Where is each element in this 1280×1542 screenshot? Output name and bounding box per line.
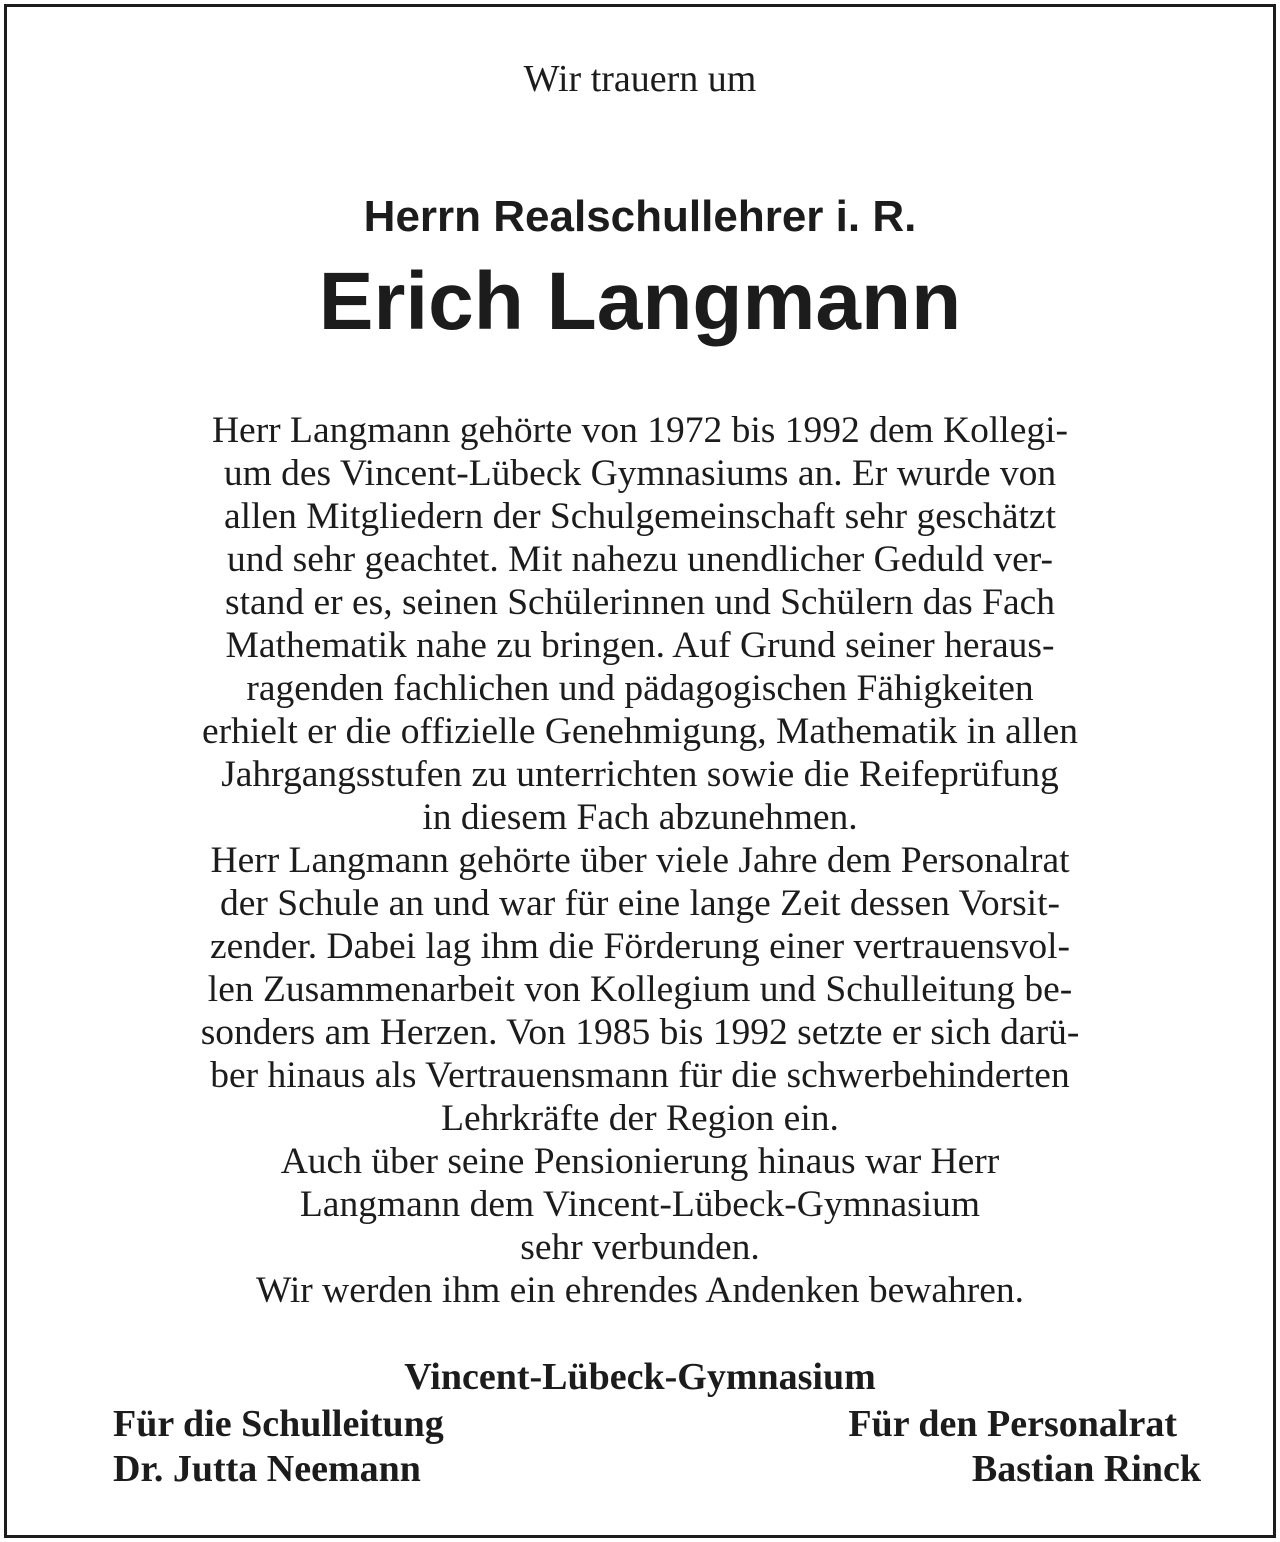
tribute-line: Jahrgangsstufen zu unterrichten sowie die Reifeprüfung <box>221 754 1059 795</box>
deceased-name: Erich Langmann <box>318 256 962 347</box>
tribute-text <box>57 409 1223 1312</box>
tribute-line: sonders am Herzen. Von 1985 bis 1992 setzte er sich darü- <box>200 1012 1080 1053</box>
honorific-title: Herrn Realschullehrer i. R. <box>363 192 917 241</box>
signature-role-right: Für den Personalrat <box>848 1403 1177 1445</box>
tribute-line: zender. Dabei lag ihm die Förderung einer vertrauensvol- <box>209 926 1071 967</box>
tribute-line: Herr Langmann gehörte von 1972 bis 1992 dem Kollegi- <box>211 410 1069 451</box>
tribute-line: ber hinaus als Vertrauensmann für die schwerbehinderten <box>210 1055 1070 1096</box>
signature-role-left: Für die Schulleitung <box>113 1403 444 1445</box>
tribute-line: erhielt er die offizielle Genehmigung, Mathematik in allen <box>201 711 1079 752</box>
tribute-line: stand er es, seinen Schülerinnen und Schülern das Fach <box>225 582 1055 623</box>
tribute-line: sehr verbunden. <box>520 1227 760 1268</box>
signature-name-right: Bastian Rinck <box>971 1448 1201 1490</box>
tribute-line: len Zusammenarbeit von Kollegium und Schulleitung be- <box>207 969 1073 1010</box>
tribute-line: allen Mitgliedern der Schulgemeinschaft sehr geschätzt <box>224 496 1056 537</box>
tribute-line: Herr Langmann gehörte über viele Jahre dem Personalrat <box>210 840 1070 881</box>
signature-name-left: Dr. Jutta Neemann <box>113 1448 421 1490</box>
tribute-line: um des Vincent-Lübeck Gymnasiums an. Er wurde von <box>223 453 1057 494</box>
tribute-line: ragenden fachlichen und pädagogischen Fähigkeiten <box>246 668 1034 709</box>
tribute-line: Auch über seine Pensionierung hinaus war Herr <box>280 1141 1000 1182</box>
tribute-line: Wir werden ihm ein ehrendes Andenken bewahren. <box>256 1270 1024 1311</box>
tribute-line: und sehr geachtet. Mit nahezu unendlicher Geduld ver- <box>226 539 1054 580</box>
tribute-line: in diesem Fach abzunehmen. <box>422 797 858 838</box>
tribute-line: Langmann dem Vincent-Lübeck-Gymnasium <box>299 1184 981 1225</box>
intro-line: Wir trauern um <box>523 58 757 100</box>
tribute-line: Mathematik nahe zu bringen. Auf Grund seiner heraus- <box>225 625 1055 666</box>
obituary-notice <box>4 4 1276 1538</box>
institution-name: Vincent-Lübeck-Gymnasium <box>404 1356 876 1398</box>
tribute-line: Lehrkräfte der Region ein. <box>441 1098 839 1139</box>
tribute-line: der Schule an und war für eine lange Zeit dessen Vorsit- <box>219 883 1061 924</box>
